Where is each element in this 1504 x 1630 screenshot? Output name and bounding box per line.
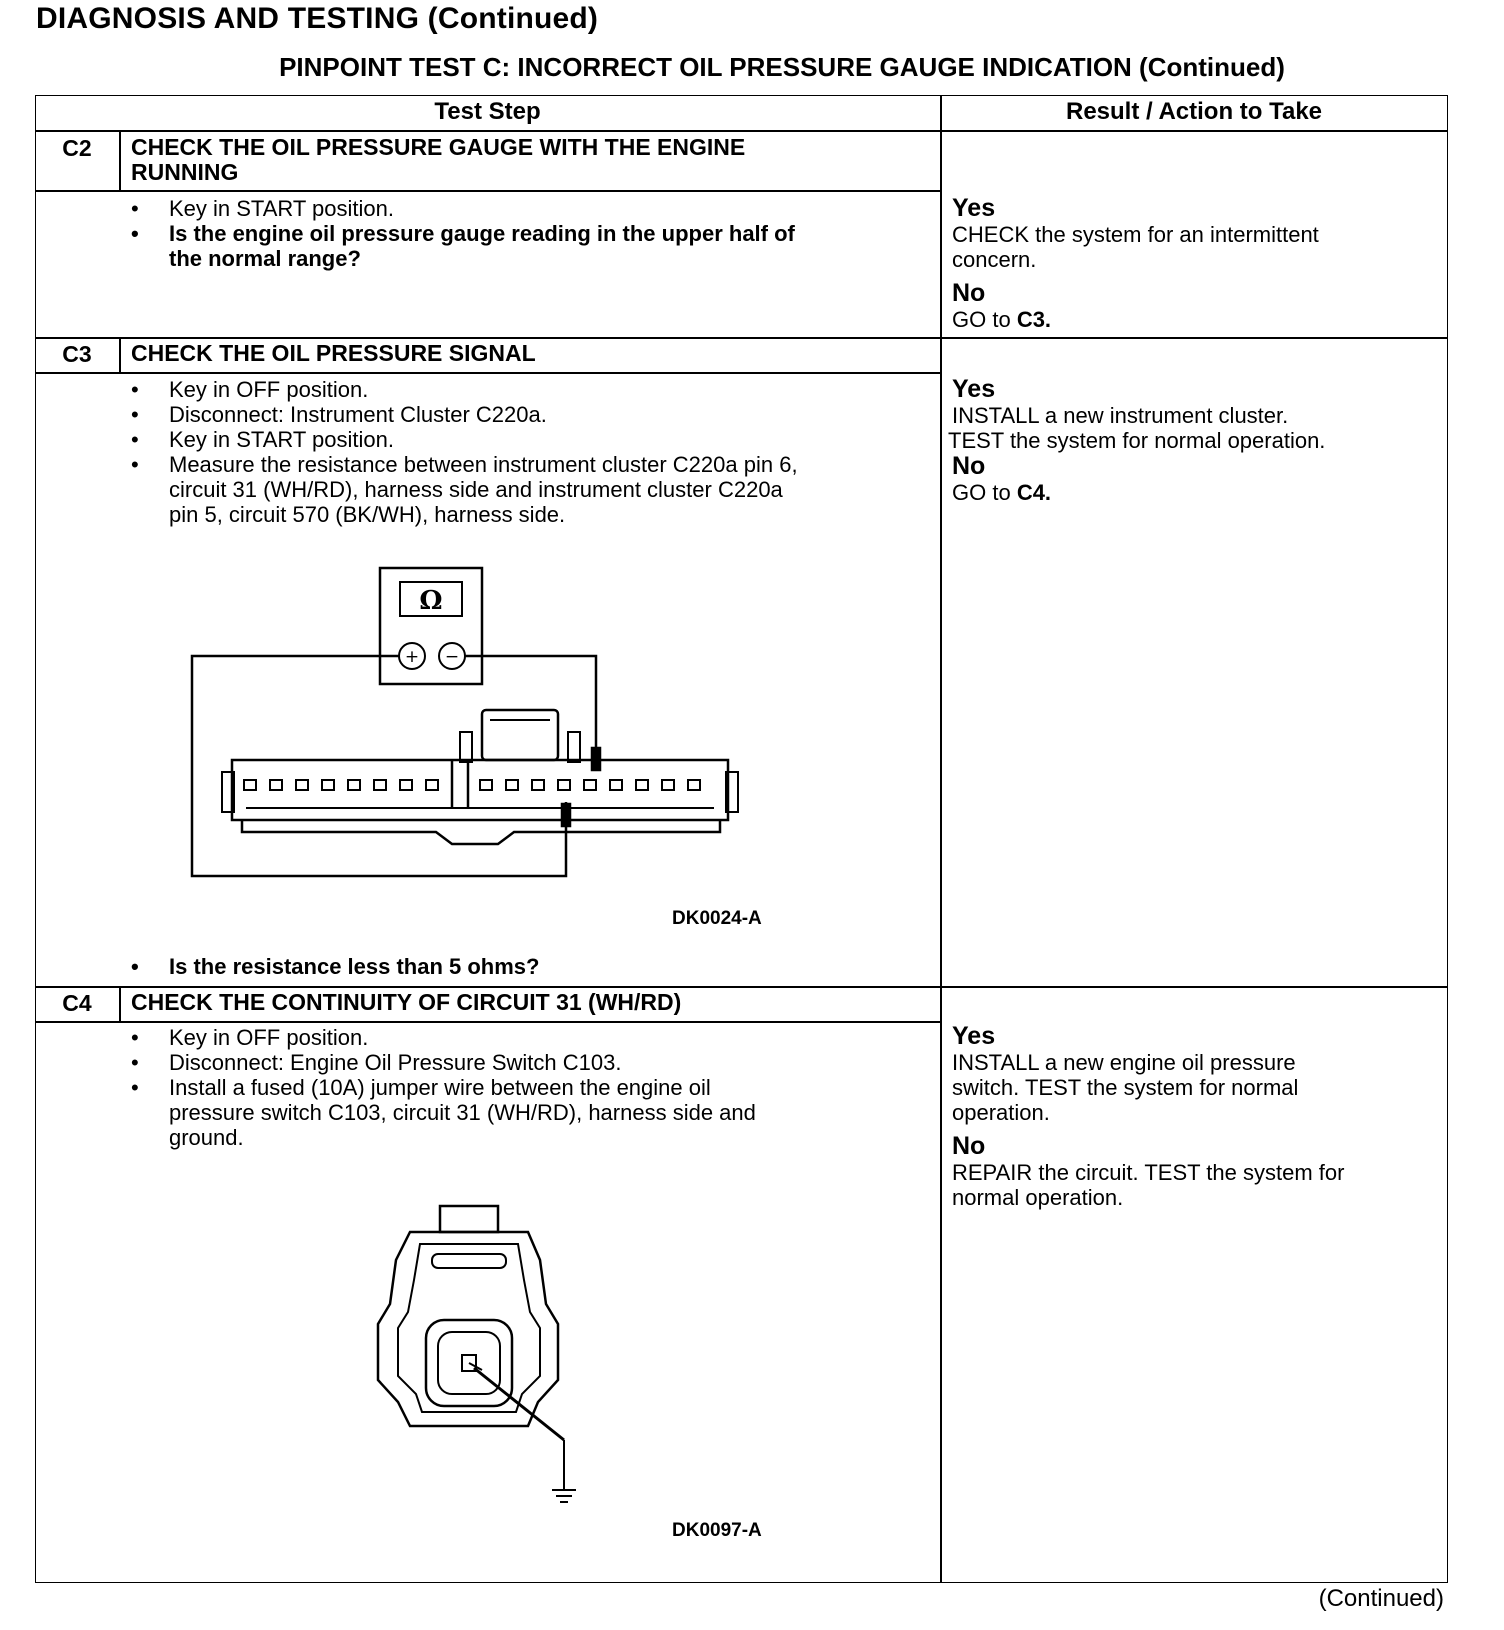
step-title-c4: CHECK THE CONTINUITY OF CIRCUIT 31 (WH/RD) [131, 989, 682, 1015]
connector-pin-cavity [426, 780, 438, 790]
step-title-divider [35, 190, 940, 192]
no-action: GO to C4. [952, 480, 1052, 505]
step-title-c2: CHECK THE OIL PRESSURE GAUGE WITH THE ENGINE RUNNING [131, 134, 746, 185]
header-divider [35, 130, 1448, 132]
pinpoint-test-title: PINPOINT TEST C: INCORRECT OIL PRESSURE GAUGE INDICATION (Continued) [279, 52, 1285, 82]
step-title-divider [35, 372, 940, 374]
yes-action: CHECK the system for an intermittent [952, 222, 1319, 247]
page-title: DIAGNOSIS AND TESTING (Continued) [36, 2, 599, 35]
connector-pin-cavity [636, 780, 648, 790]
list-item: • Disconnect: Instrument Cluster C220a. [131, 402, 931, 427]
connector-pin-cavity [348, 780, 360, 790]
yes-action: switch. TEST the system for normal [952, 1075, 1299, 1100]
list-item: • Key in OFF position. [131, 1025, 931, 1050]
header-result-action: Result / Action to Take [1065, 98, 1323, 125]
no-action: REPAIR the circuit. TEST the system for [952, 1160, 1345, 1185]
no-label: No [952, 279, 986, 307]
yes-label: Yes [952, 375, 996, 403]
step-c3-instructions [131, 377, 931, 527]
yes-action: INSTALL a new instrument cluster. [952, 403, 1289, 428]
connector-pin-cavity [532, 780, 544, 790]
step-id-divider [119, 987, 121, 1022]
header-test-step: Test Step [434, 98, 541, 125]
list-item: • Key in START position. [131, 427, 931, 452]
connector-pin-cavity [296, 780, 308, 790]
figure-label-c4: DK0097-A [672, 1520, 762, 1541]
yes-action: TEST the system for normal operation. [948, 428, 1326, 453]
connector-pin-cavity [270, 780, 282, 790]
yes-action: operation. [952, 1100, 1050, 1125]
connector-c220a-diagram [190, 560, 770, 900]
svg-text:+: + [404, 647, 420, 667]
list-item: • Install a fused (10A) jumper wire between the engine oil pressure switch C103, circuit 31 (WH/RD), harness side and ground. [131, 1075, 931, 1150]
continued-footer: (Continued) [1318, 1585, 1444, 1612]
step-id-divider [119, 338, 121, 373]
yes-label: Yes [952, 1022, 996, 1050]
connector-pin-cavity [688, 780, 700, 790]
step-id-c3: C3 [62, 341, 92, 367]
list-item: • Disconnect: Engine Oil Pressure Switch C103. [131, 1050, 931, 1075]
connector-pin-cavity [558, 780, 570, 790]
list-item: • Is the resistance less than 5 ohms? [131, 954, 931, 979]
connector-pin-cavity [322, 780, 334, 790]
list-item: • Measure the resistance between instrument cluster C220a pin 6, circuit 31 (WH/RD), harness side and instrument cluster C220a pin 5, circuit 570 (BK/WH), harness side. [131, 452, 931, 527]
step-id-divider [119, 131, 121, 191]
connector-pin-cavity [400, 780, 412, 790]
step-divider [35, 337, 1448, 339]
connector-pin-cavity [506, 780, 518, 790]
connector-pin-cavity [374, 780, 386, 790]
step-id-c2: C2 [62, 135, 92, 161]
list-item: • Key in START position. [131, 196, 931, 221]
connector-pin-cavity [480, 780, 492, 790]
no-label: No [952, 452, 986, 480]
list-item: • Key in OFF position. [131, 377, 931, 402]
yes-label: Yes [952, 194, 996, 222]
connector-pin-cavity [610, 780, 622, 790]
no-action: GO to C3. [952, 307, 1052, 332]
no-action: normal operation. [952, 1185, 1124, 1210]
column-divider [940, 95, 942, 1583]
step-title-c3: CHECK THE OIL PRESSURE SIGNAL [131, 340, 536, 366]
step-c2-instructions [131, 196, 931, 271]
step-title-divider [35, 1021, 940, 1023]
step-id-c4: C4 [62, 990, 92, 1016]
connector-pin-cavity [584, 780, 596, 790]
connector-pin-cavity [662, 780, 674, 790]
figure-label-c3: DK0024-A [672, 908, 762, 929]
step-c2-question: • Is the engine oil pressure gauge reading in the upper half of the normal range? [131, 221, 931, 271]
yes-action: concern. [952, 247, 1037, 272]
step-c3-question [131, 954, 931, 979]
svg-text:−: − [444, 647, 460, 667]
ohm-symbol: Ω [419, 586, 443, 616]
step-c4-instructions [131, 1025, 931, 1150]
pressure-switch-c103-diagram [370, 1200, 600, 1520]
result-c4 [952, 1023, 1432, 1210]
no-label: No [952, 1132, 986, 1160]
step-divider [35, 986, 1448, 988]
result-c3 [948, 375, 1432, 505]
yes-action: INSTALL a new engine oil pressure [952, 1050, 1296, 1075]
connector-pin-cavity [244, 780, 256, 790]
result-c2 [952, 195, 1432, 332]
